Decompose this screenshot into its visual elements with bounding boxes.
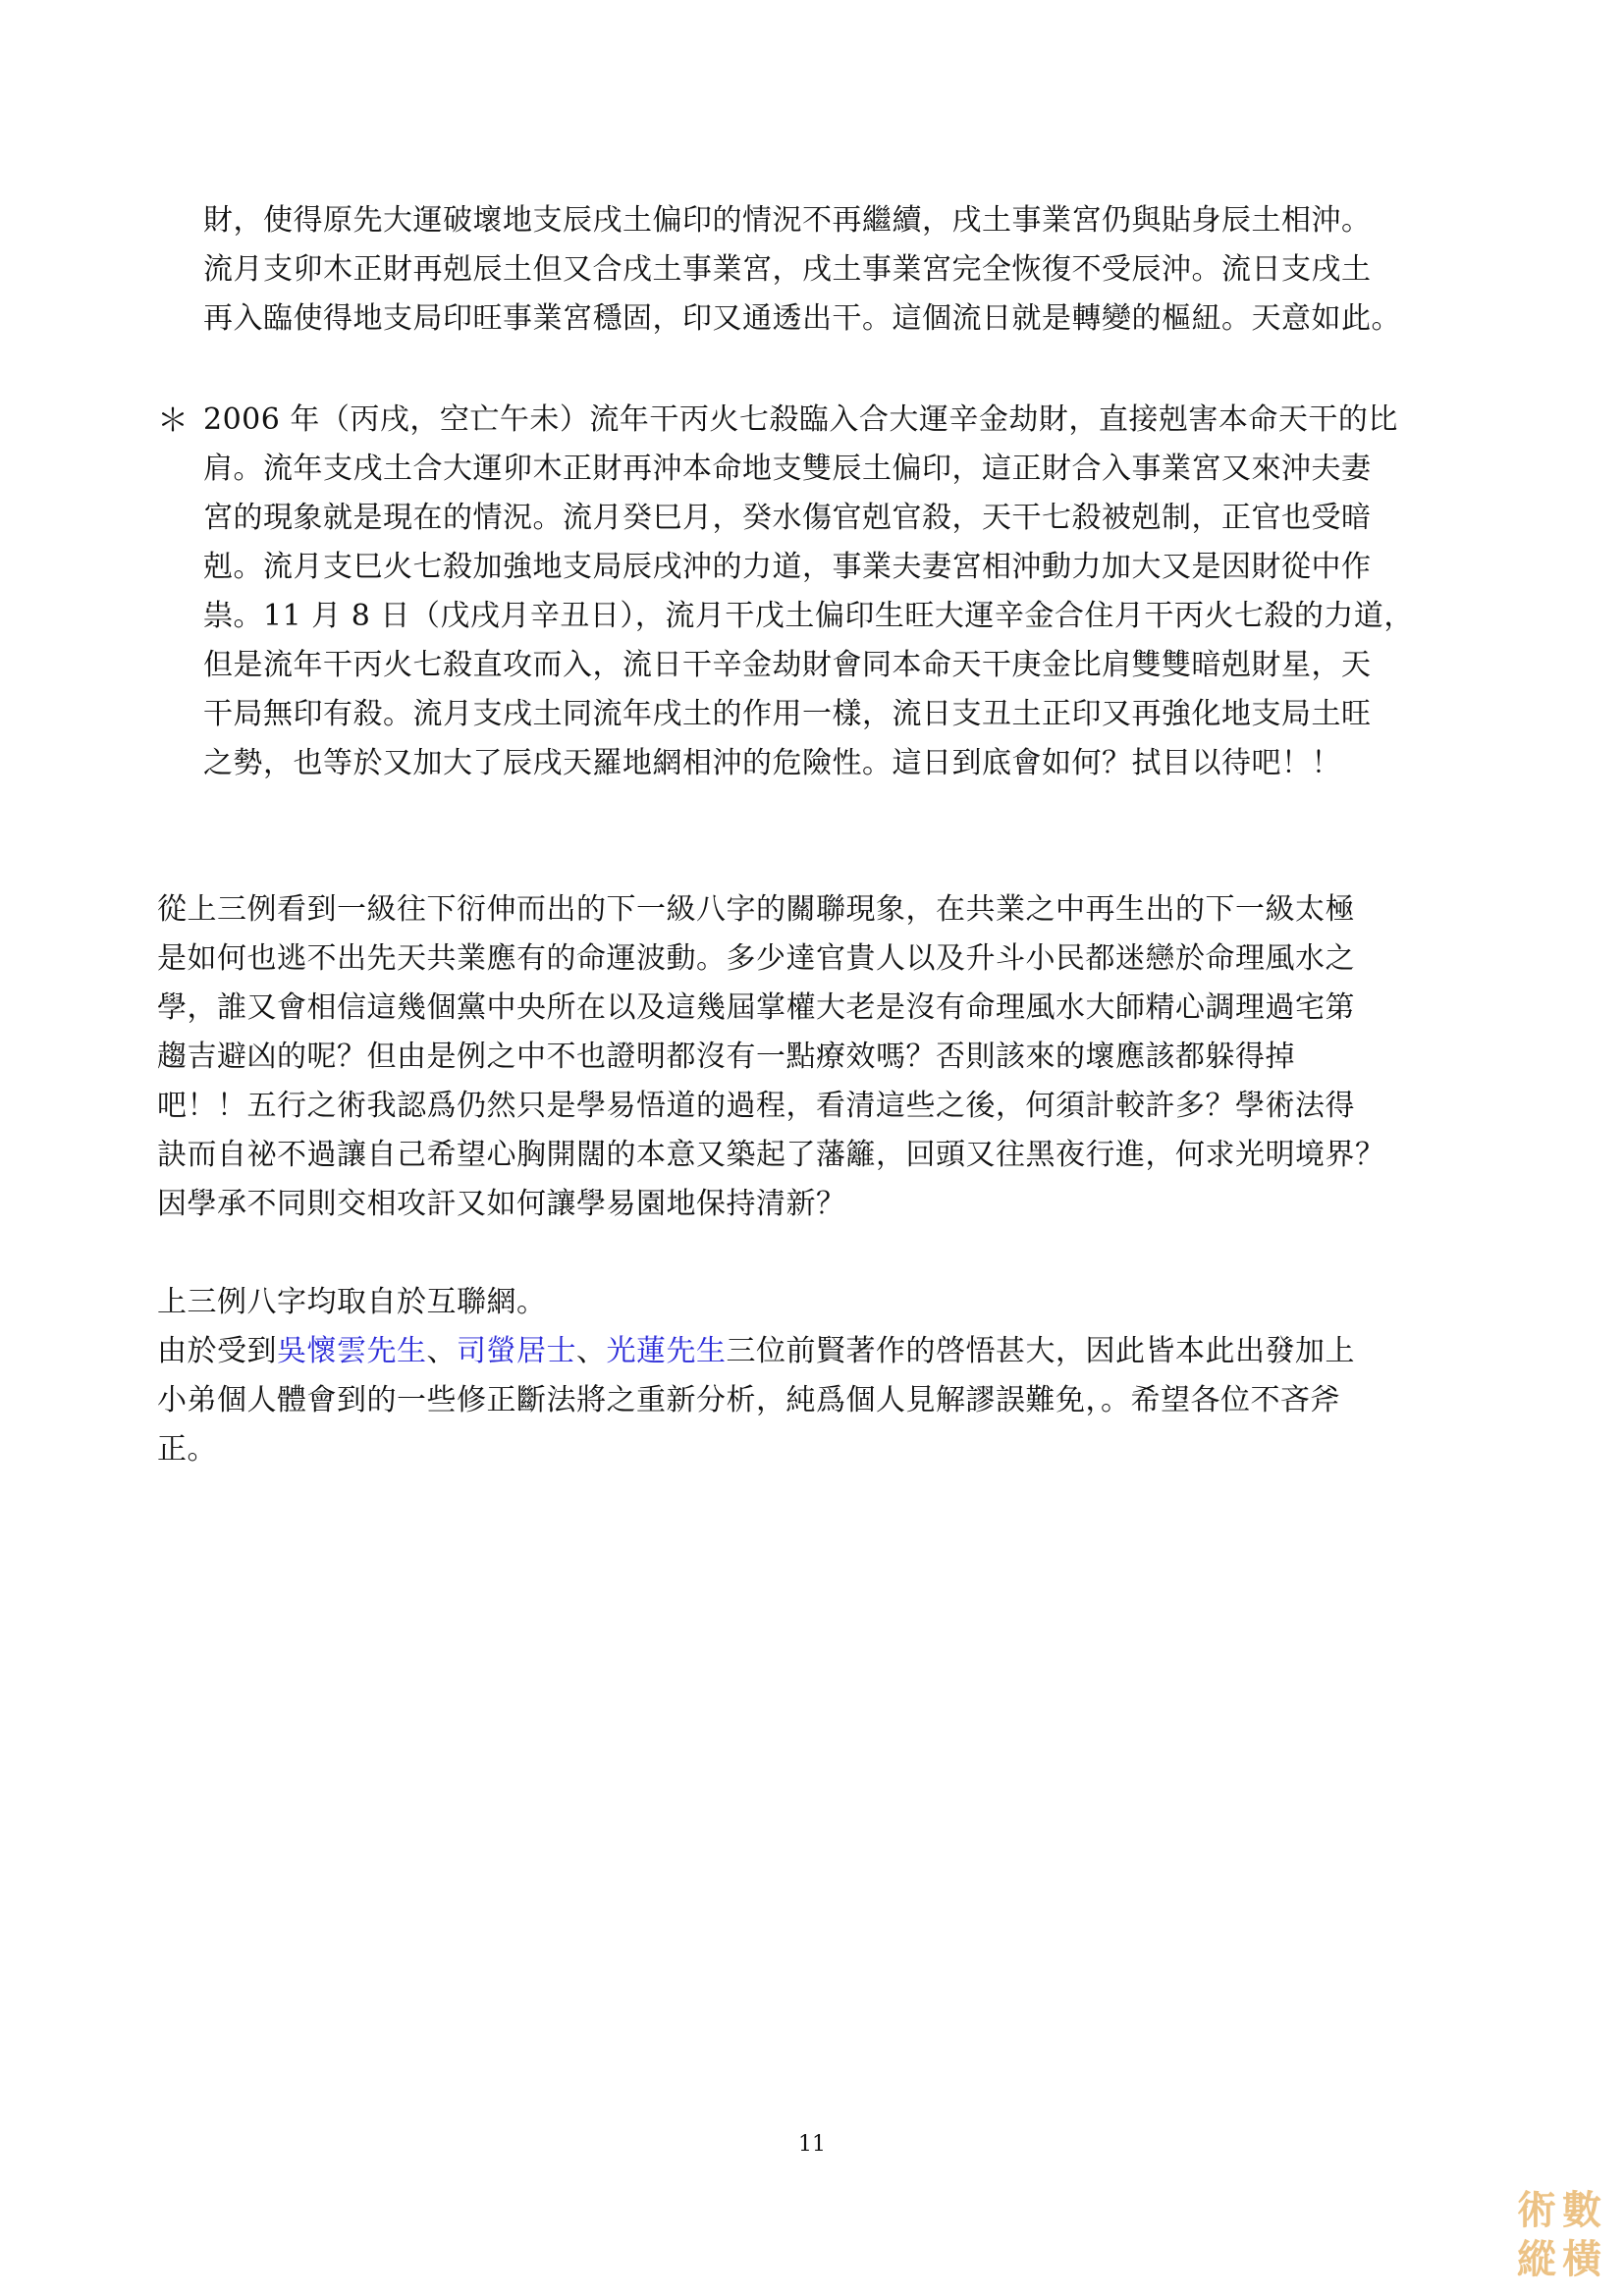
text-line: 從上三例看到一級往下衍伸而出的下一級八字的關聯現象，在共業之中再生出的下一級太極 [157,892,1355,927]
watermark-char: 橫 [1562,2236,1601,2282]
text-line: 干局無印有殺。流月支戌土同流年戌土的作用一樣，流日支丑土正印又再強化地支局土旺 [203,697,1372,731]
separator: 、 [426,1334,457,1368]
text-line: 正。 [157,1432,217,1467]
text-line: 學，誰又會相信這幾個黨中央所在以及這幾屆掌權大老是沒有命理風水大師精心調理過宅第 [157,990,1355,1025]
text-line: 祟。11 月 8 日（戊戌月辛丑日），流月干戊土偏印生旺大運辛金合住月干丙火七殺的力道， [203,599,1414,633]
text-line: 訣而自祕不過讓自己希望心胸開闊的本意又築起了藩籬，回頭又往黑夜行進，何求光明境界？ [157,1138,1385,1172]
text-span: 由於受到 [157,1334,277,1368]
watermark-logo [1512,2186,1606,2288]
text-span: 三位前賢著作的啓悟甚大，因此皆本此出發加上 [726,1334,1355,1368]
bullet-asterisk: ＊ [157,401,189,439]
watermark-char: 術 [1517,2187,1556,2233]
watermark-char: 數 [1562,2187,1601,2233]
text-line: 趨吉避凶的呢？但由是例之中不也證明都沒有一點療效嗎？否則該來的壞應該都躲得掉 [157,1040,1295,1074]
text-line-with-links [157,1327,1355,1376]
text-line: 因學承不同則交相攻訐又如何讓學易園地保持清新？ [157,1187,846,1221]
watermark-char: 縱 [1517,2236,1556,2282]
text-line: 剋。流月支巳火七殺加強地支局辰戌沖的力道，事業夫妻宮相沖動力加大又是因財從中作 [203,550,1372,584]
text-line: 宮的現象就是現在的情況。流月癸巳月，癸水傷官剋官殺，天干七殺被剋制，正官也受暗 [203,501,1372,535]
page-number: 11 [798,2132,826,2157]
text-line: 吧！！五行之術我認爲仍然只是學易悟道的過程，看清這些之後，何須計較許多？學術法得 [157,1089,1355,1123]
text-line: 之勢，也等於又加大了辰戌天羅地網相沖的危險性。這日到底會如何？拭目以待吧！！ [203,746,1341,780]
text-line: 肩。流年支戌土合大運卯木正財再沖本命地支雙辰土偏印，這正財合入事業宮又來沖夫妻 [203,452,1372,486]
text-line: 上三例八字均取自於互聯網。 [157,1285,547,1319]
text-line: 但是流年干丙火七殺直攻而入，流日干辛金劫財會同本命天干庚金比肩雙雙暗剋財星，天 [203,648,1372,682]
text-line: 財，使得原先大運破壞地支辰戌土偏印的情況不再繼續，戌土事業宮仍與貼身辰土相沖。 [203,203,1372,238]
text-line: 小弟個人體會到的一些修正斷法將之重新分析，純爲個人見解謬誤難免，。希望各位不吝斧 [157,1383,1340,1417]
text-line: 是如何也逃不出先天共業應有的命運波動。多少達官貴人以及升斗小民都迷戀於命理風水之 [157,941,1355,976]
author-link-guang[interactable]: 光蓮先生 [606,1334,727,1368]
author-link-wu[interactable]: 吳懷雲先生 [277,1334,427,1368]
text-line: 2006 年（丙戌，空亡午未）流年干丙火七殺臨入合大運辛金劫財，直接剋害本命天干的比 [203,402,1398,437]
text-line: 再入臨使得地支局印旺事業宮穩固，印又通透出干。這個流日就是轉變的樞紐。天意如此。 [203,301,1401,336]
separator: 、 [576,1334,607,1368]
author-link-si[interactable]: 司螢居士 [457,1334,576,1368]
text-line: 流月支卯木正財再剋辰土但又合戌土事業宮，戌土事業宮完全恢復不受辰沖。流日支戌土 [203,252,1372,287]
